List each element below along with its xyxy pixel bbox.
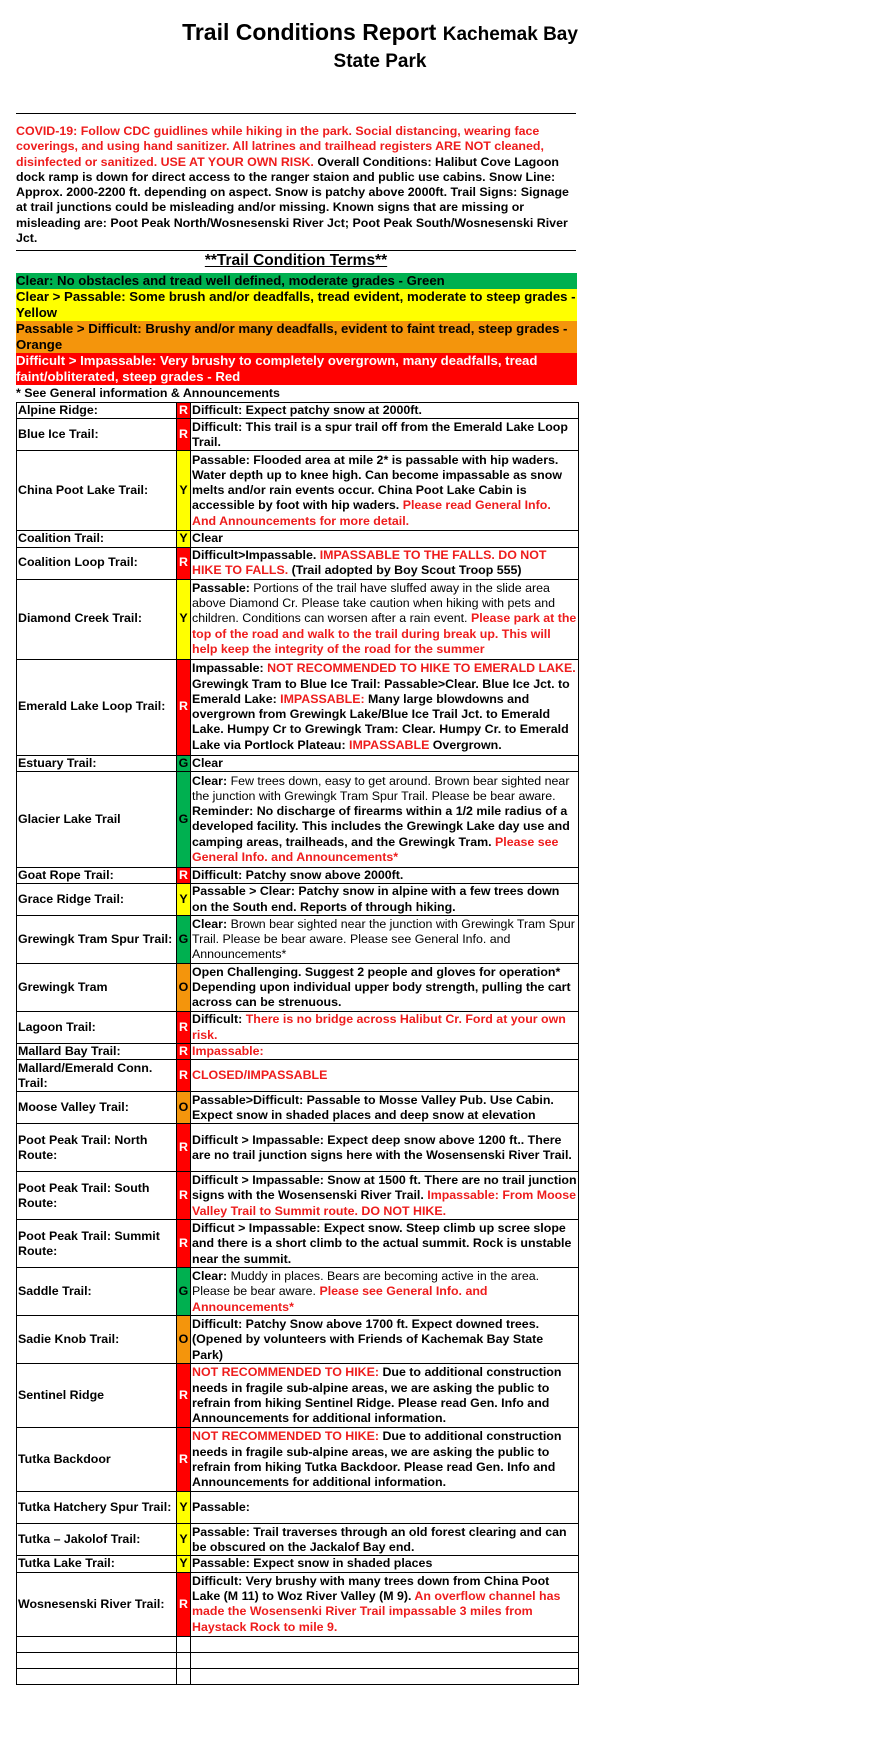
table-row: [17, 1428, 579, 1492]
description-segment: There is no bridge across Halibut Cr. Ford at your own risk.: [192, 1012, 566, 1042]
table-row: [17, 884, 579, 916]
trail-description: [191, 1428, 579, 1492]
condition-code: R: [177, 403, 191, 419]
condition-code: R: [177, 1572, 191, 1636]
condition-code: G: [177, 916, 191, 964]
trail-name: Grewingk Tram: [17, 964, 177, 1012]
description-segment: Grewingk Tram to Blue Ice Trail: Passable>Clear. Blue Ice Jct. to Emerald Lake:: [192, 676, 570, 706]
empty-table-row: [17, 1652, 579, 1668]
condition-code: G: [177, 1268, 191, 1316]
description-segment: Due to additional construction needs in fragile sub-alpine areas, we are asking the public to refrain from hiking Tutka Backdoor. Please read Gen. Info and Announcements for additional information.: [192, 1429, 562, 1490]
condition-code: R: [177, 1044, 191, 1060]
condition-code: G: [177, 755, 191, 771]
trail-name: Poot Peak Trail: North Route:: [17, 1124, 177, 1172]
description-segment: Impassable:: [192, 661, 268, 676]
condition-code: R: [177, 419, 191, 451]
trail-description: [191, 1012, 579, 1044]
condition-terms-legend: [16, 273, 577, 401]
empty-table-row: [17, 1668, 579, 1684]
description-segment: Brown bear sighted near the junction with Grewingk Tram Spur Trail. Please be bear aware. Please see General Info. and Announcements*: [192, 916, 575, 962]
trail-name: Grace Ridge Trail:: [17, 884, 177, 916]
description-segment: Passable > Clear: Patchy snow in alpine with a few trees down on the South end. Reports of through hiking.: [192, 884, 560, 914]
description-segment: Passable: Flooded area at mile 2* is passable with hip waders. Water depth up to knee high. Can become impassable as snow melts and/or rain events occur. China Poot Lake Cabin is accessible by foot with hip waders.: [192, 452, 562, 513]
table-row: [17, 547, 579, 579]
description-segment: NOT RECOMMENDED TO HIKE:: [192, 1429, 380, 1444]
trail-description: [191, 1092, 579, 1124]
trail-description: [191, 884, 579, 916]
empty-cell: [191, 1668, 579, 1684]
general-info-note: * See General information & Announcements: [16, 386, 280, 400]
condition-code: Y: [177, 1524, 191, 1556]
table-row: [17, 1172, 579, 1220]
description-segment: IMPASSABLE: [349, 737, 430, 752]
description-segment: Please read General Info. And Announcements for more detail.: [192, 498, 551, 528]
description-segment: Passable: Trail traverses through an old forest clearing and can be obscured on the Jackalof Bay end.: [192, 1524, 567, 1554]
description-segment: Difficult > Impassable: Snow at 1500 ft. There are no trail junction signs with the Wosensenski River Trail.: [192, 1173, 577, 1203]
trail-description: [191, 1268, 579, 1316]
trail-description: [191, 1060, 579, 1092]
table-row: [17, 659, 579, 755]
description-segment: NOT RECOMMENDED TO HIKE TO EMERALD LAKE.: [267, 661, 576, 676]
condition-code: O: [177, 964, 191, 1012]
trail-name: Tutka Backdoor: [17, 1428, 177, 1492]
table-row: [17, 1124, 579, 1172]
trail-description: [191, 419, 579, 451]
trail-name: Moose Valley Trail:: [17, 1092, 177, 1124]
table-row: [17, 419, 579, 451]
trail-description: [191, 916, 579, 964]
table-row: [17, 1556, 579, 1572]
description-segment: Clear:: [192, 916, 228, 931]
trail-name: Mallard/Emerald Conn. Trail:: [17, 1060, 177, 1092]
table-row: [17, 1060, 579, 1092]
description-segment: Passable:: [192, 580, 250, 595]
trail-name: Emerald Lake Loop Trail:: [17, 659, 177, 755]
description-segment: Passable>Difficult: Passable to Mosse Valley Pub. Use Cabin. Expect snow in shaded places and deep snow at elevation: [192, 1092, 554, 1122]
description-segment: (Trail adopted by Boy Scout Troop 555): [288, 563, 522, 578]
description-segment: Muddy in places. Bears are becoming active in the area. Please be bear aware.: [192, 1269, 540, 1299]
trail-name: Blue Ice Trail:: [17, 419, 177, 451]
empty-cell: [177, 1636, 191, 1652]
table-row: [17, 1012, 579, 1044]
trail-name: China Poot Lake Trail:: [17, 451, 177, 531]
table-row: [17, 755, 579, 771]
trail-description: [191, 755, 579, 771]
trail-description: [191, 659, 579, 755]
trail-conditions-table: [16, 402, 579, 1685]
covid-notice: [16, 124, 577, 246]
description-segment: Difficult: This trail is a spur trail off from the Emerald Lake Loop Trail.: [192, 419, 568, 449]
description-segment: Reminder: No discharge of firearms within a 1/2 mile radius of a developed facility. This includes the Grewingk Lake day use and camping areas, trailheads, and the Grewingk Tram.: [192, 804, 570, 849]
description-segment: Impassable: From Moose Valley Trail to Summit route. DO NOT HIKE.: [192, 1188, 576, 1218]
condition-code: R: [177, 1060, 191, 1092]
description-segment: IMPASSABLE TO THE FALLS. DO NOT HIKE TO FALLS.: [192, 547, 547, 578]
condition-code: Y: [177, 1556, 191, 1572]
trail-description: [191, 403, 579, 419]
empty-cell: [177, 1668, 191, 1684]
description-segment: NOT RECOMMENDED TO HIKE:: [192, 1365, 380, 1380]
trail-description: [191, 1572, 579, 1636]
description-segment: Difficult: Patchy Snow above 1700 ft. Expect downed trees. (Opened by volunteers with Friends of Kachemak Bay State Park): [192, 1317, 544, 1362]
covid-warning: COVID-19: Follow CDC guidlines while hiking in the park. Social distancing, wearing face coverings, and using hand sanitizer. All latrines and trailhead registers ARE NOT cleaned, disinfected or sanitized. USE AT YOUR OWN RISK.: [16, 124, 544, 169]
description-segment: Difficult>Impassable.: [192, 547, 320, 562]
description-segment: Portions of the trail have sluffed away in the slide area above Diamond Cr. Please take caution when hiking with pets and children. Conditions can worsen after a rain event.: [192, 580, 555, 626]
trail-description: [191, 771, 579, 867]
table-row: [17, 579, 579, 659]
trail-description: [191, 1124, 579, 1172]
description-segment: Overgrown.: [429, 737, 502, 752]
description-segment: IMPASSABLE:: [280, 691, 365, 706]
table-row: [17, 1572, 579, 1636]
trail-name: Sadie Knob Trail:: [17, 1316, 177, 1364]
park-name-part-1: Kachemak Bay: [442, 24, 578, 45]
table-row: [17, 771, 579, 867]
description-segment: Many large blowdowns and overgrown from Grewingk Lake/Blue Ice Trail Jct. to Emerald Lake. Humpy Cr to Grewingk Tram: Clear. Humpy Cr. to Emerald Lake via Portlock Plateau:: [192, 691, 569, 752]
condition-code: Y: [177, 1492, 191, 1524]
condition-code: R: [177, 547, 191, 579]
condition-code: G: [177, 771, 191, 867]
trail-name: Coalition Trail:: [17, 531, 177, 547]
trail-description: [191, 579, 579, 659]
condition-code: Y: [177, 531, 191, 547]
term-difficult: Passable > Difficult: Brushy and/or many deadfalls, evident to faint tread, steep grades - Orange: [16, 321, 577, 353]
term-impassable: Difficult > Impassable: Very brushy to completely overgrown, many deadfalls, tread faint/obliterated, steep grades - Red: [16, 353, 577, 385]
description-segment: Clear: [192, 755, 223, 770]
trail-description: [191, 1364, 579, 1428]
description-segment: Difficult: Expect patchy snow at 2000ft.: [192, 403, 422, 417]
table-row: [17, 964, 579, 1012]
description-segment: Few trees down, easy to get around. Brown bear sighted near the junction with Grewingk Tram Spur Trail. Please be bear aware.: [192, 773, 570, 803]
description-segment: Passable:: [192, 1500, 250, 1515]
table-row: [17, 1316, 579, 1364]
condition-code: R: [177, 1012, 191, 1044]
title-line-1: [0, 18, 760, 49]
trail-description: [191, 964, 579, 1012]
table-row: [17, 1364, 579, 1428]
description-segment: Clear:: [192, 773, 228, 788]
trail-description: [191, 1044, 579, 1060]
park-name-part-2: State Park: [333, 51, 427, 72]
condition-code: R: [177, 1124, 191, 1172]
description-segment: Impassable:: [192, 1044, 264, 1059]
trail-name: Saddle Trail:: [17, 1268, 177, 1316]
trail-description: [191, 1172, 579, 1220]
empty-table-row: [17, 1636, 579, 1652]
empty-cell: [17, 1668, 177, 1684]
trail-description: [191, 451, 579, 531]
condition-code: O: [177, 1316, 191, 1364]
trail-description: [191, 867, 579, 883]
empty-cell: [191, 1636, 579, 1652]
page-title: [0, 18, 760, 75]
description-segment: Open Challenging. Suggest 2 people and gloves for operation* Depending upon individual upper body strength, pulling the cart across can be strenuous.: [192, 964, 571, 1010]
description-segment: Difficut > Impassable: Expect snow. Steep climb up scree slope and there is a short climb to the actual summit. Rock is unstable near the summit.: [192, 1221, 572, 1266]
table-row: [17, 1044, 579, 1060]
trail-name: Mallard Bay Trail:: [17, 1044, 177, 1060]
table-row: [17, 867, 579, 883]
trail-name: Grewingk Tram Spur Trail:: [17, 916, 177, 964]
empty-cell: [177, 1652, 191, 1668]
table-row: [17, 451, 579, 531]
terms-heading: **Trail Condition Terms**: [204, 252, 388, 269]
trail-name: Estuary Trail:: [17, 755, 177, 771]
description-segment: Clear:: [192, 1269, 228, 1284]
condition-code: R: [177, 1364, 191, 1428]
trail-name: Tutka – Jakolof Trail:: [17, 1524, 177, 1556]
description-segment: Difficult > Impassable: Expect deep snow above 1200 ft.. There are no trail junction signs here with the Wosensenski River Trail.: [192, 1132, 572, 1162]
condition-code: O: [177, 1092, 191, 1124]
description-segment: Please see General Info. and Announcements*: [192, 834, 559, 864]
trail-name: Poot Peak Trail: South Route:: [17, 1172, 177, 1220]
condition-code: R: [177, 867, 191, 883]
empty-cell: [17, 1636, 177, 1652]
condition-code: Y: [177, 579, 191, 659]
condition-code: Y: [177, 884, 191, 916]
description-segment: Clear: [192, 531, 223, 546]
condition-code: R: [177, 1428, 191, 1492]
description-segment: An overflow channel has made the Wosensenki River Trail impassable 3 miles from Haystack Rock to mile 9.: [192, 1588, 561, 1634]
trail-description: [191, 1556, 579, 1572]
table-row: [17, 1524, 579, 1556]
table-row: [17, 916, 579, 964]
report-title: Trail Conditions Report: [182, 19, 437, 45]
overall-conditions: Overall Conditions: Halibut Cove Lagoon dock ramp is down for direct access to the ranger staion and public use cabins. Snow Line: Approx. 2000-2200 ft. depending on aspect. Snow is patchy above 2000ft. Trail Signs: Signage at trail junctions could be misleading and/or missing. Known signs that are missing or misleading are: Poot Peak North/Wosnesenski River Jct; Poot Peak South/Wosnesenski River Jct.: [16, 154, 569, 246]
trail-name: Alpine Ridge:: [17, 403, 177, 419]
table-row: [17, 403, 579, 419]
trail-name: Lagoon Trail:: [17, 1012, 177, 1044]
term-clear: Clear: No obstacles and tread well defined, moderate grades - Green: [16, 273, 577, 289]
table-row: [17, 531, 579, 547]
trail-name: Poot Peak Trail: Summit Route:: [17, 1220, 177, 1268]
trail-name: Wosnesenski River Trail:: [17, 1572, 177, 1636]
condition-code: R: [177, 1172, 191, 1220]
trail-name: Glacier Lake Trail: [17, 771, 177, 867]
empty-cell: [191, 1652, 579, 1668]
condition-code: Y: [177, 451, 191, 531]
trail-name: Goat Rope Trail:: [17, 867, 177, 883]
empty-cell: [17, 1652, 177, 1668]
trail-description: [191, 547, 579, 579]
condition-code: R: [177, 1220, 191, 1268]
table-row: [17, 1268, 579, 1316]
trail-description: [191, 1524, 579, 1556]
description-segment: Please park at the top of the road and walk to the trail during break up. This will help keep the integrity of the road for the summer: [192, 611, 577, 657]
condition-code: R: [177, 659, 191, 755]
trail-description: [191, 1220, 579, 1268]
description-segment: Passable: Expect snow in shaded places: [192, 1556, 433, 1571]
trail-description: [191, 531, 579, 547]
trail-description: [191, 1316, 579, 1364]
trail-name: Coalition Loop Trail:: [17, 547, 177, 579]
description-segment: Due to additional construction needs in fragile sub-alpine areas, we are asking the public to refrain from hiking Sentinel Ridge. Please read Gen. Info and Announcements for additional information.: [192, 1365, 562, 1426]
trail-description: [191, 1492, 579, 1524]
description-segment: Difficult: Very brushy with many trees down from China Poot Lake (M 11) to Woz River Valley (M 9).: [192, 1573, 550, 1603]
description-segment: CLOSED/IMPASSABLE: [192, 1068, 328, 1083]
trail-name: Sentinel Ridge: [17, 1364, 177, 1428]
table-row: [17, 1492, 579, 1524]
top-divider: [16, 113, 576, 114]
term-passable: Clear > Passable: Some brush and/or deadfalls, tread evident, moderate to steep grades - Yellow: [16, 289, 576, 320]
trail-name: Tutka Lake Trail:: [17, 1556, 177, 1572]
trail-name: Tutka Hatchery Spur Trail:: [17, 1492, 177, 1524]
trail-name: Diamond Creek Trail:: [17, 579, 177, 659]
table-row: [17, 1220, 579, 1268]
description-segment: Difficult:: [192, 1012, 246, 1027]
description-segment: Please see General Info. and Announcements*: [192, 1284, 488, 1314]
table-row: [17, 1092, 579, 1124]
description-segment: Difficult: Patchy snow above 2000ft.: [192, 867, 404, 882]
